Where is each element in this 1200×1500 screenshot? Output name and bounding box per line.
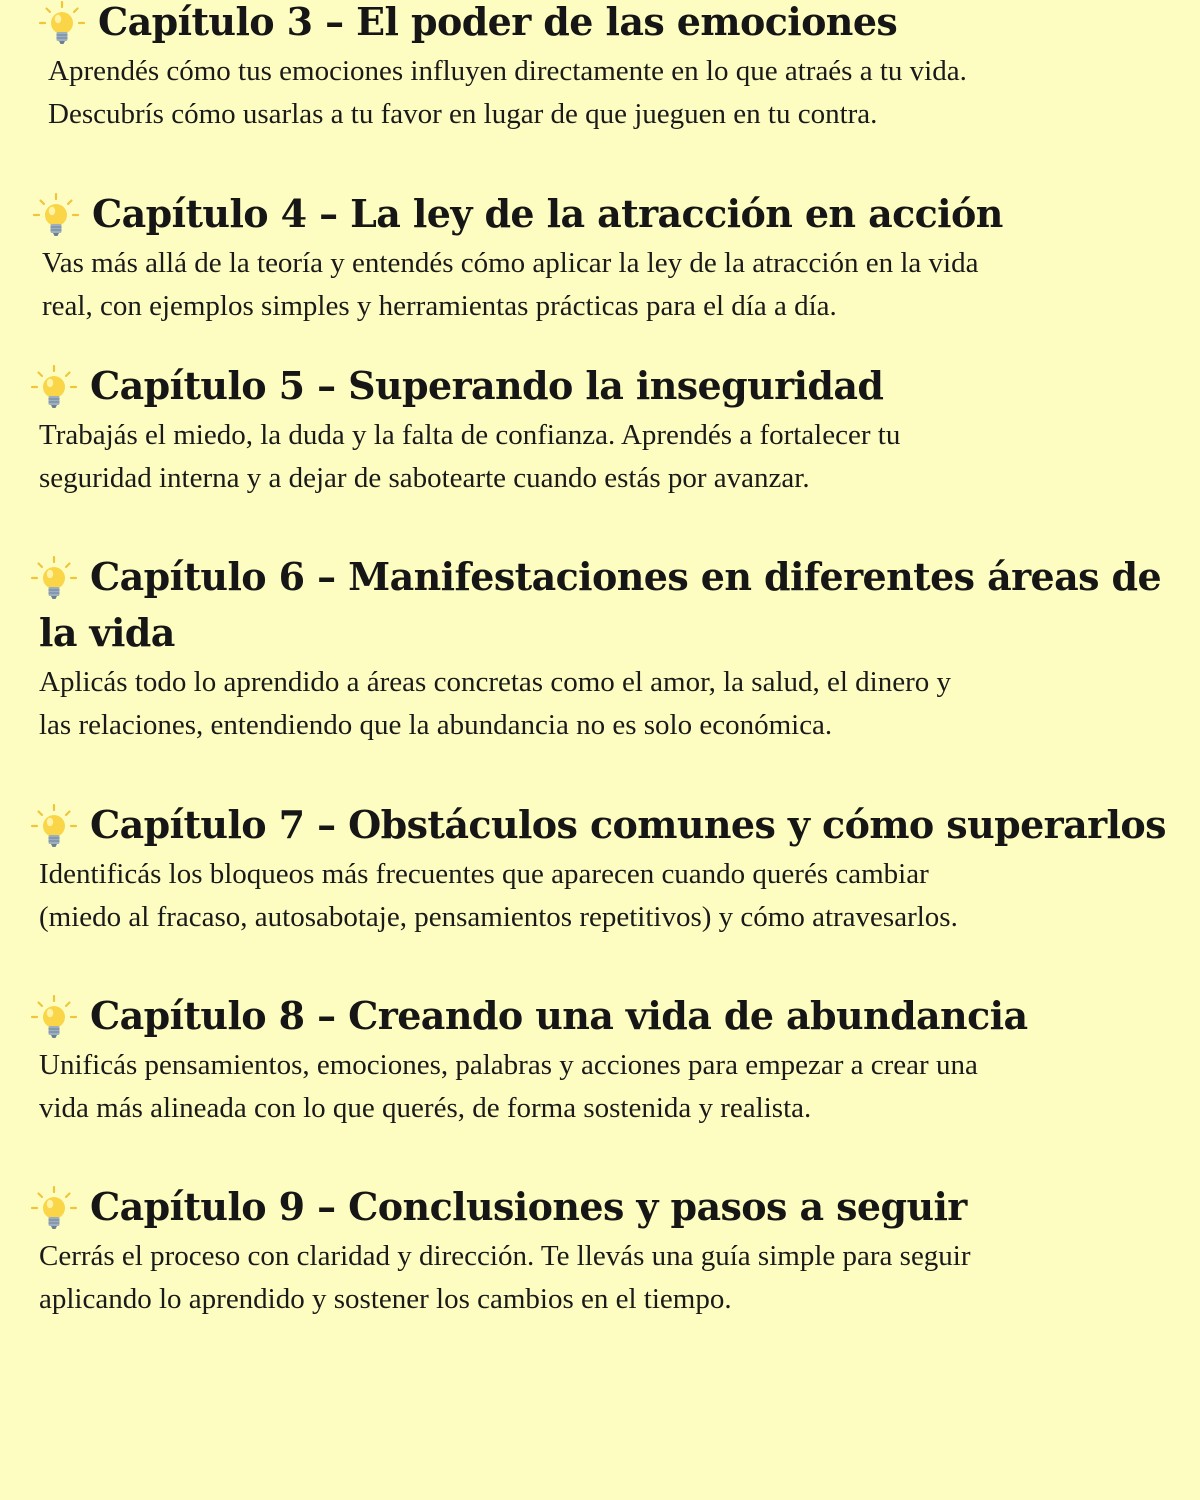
chapter-description — [0, 414, 1200, 500]
lightbulb-icon — [30, 364, 78, 412]
description-line: aplicando lo aprendido y sostener los cambios en el tiempo. — [39, 1283, 732, 1315]
chapter-description — [0, 1044, 1200, 1130]
chapter-title: Capítulo 6 – Manifestaciones en diferentes áreas de la vida — [39, 554, 1162, 655]
lightbulb-icon — [32, 192, 80, 240]
chapter-title: Capítulo 5 – Superando la inseguridad — [90, 363, 884, 408]
description-line: Descubrís cómo usarlas a tu favor en lugar de que jueguen en tu contra. — [48, 98, 878, 130]
chapter-3 — [0, 0, 1200, 136]
chapter-9 — [0, 1179, 1200, 1321]
lightbulb-icon — [30, 555, 78, 603]
chapter-title: Capítulo 7 – Obstáculos comunes y cómo superarlos — [90, 802, 1166, 847]
description-line: vida más alineada con lo que querés, de forma sostenida y realista. — [39, 1092, 812, 1124]
description-line: Cerrás el proceso con claridad y dirección. Te llevás una guía simple para seguir — [39, 1240, 971, 1272]
chapter-description — [0, 50, 1200, 136]
description-line: las relaciones, entendiendo que la abundancia no es solo económica. — [39, 709, 833, 741]
chapter-title: Capítulo 9 – Conclusiones y pasos a seguir — [90, 1184, 967, 1229]
lightbulb-icon — [38, 0, 86, 48]
chapter-heading — [0, 358, 1200, 414]
chapter-heading — [0, 549, 1179, 661]
chapter-7 — [0, 797, 1200, 939]
chapter-heading — [0, 797, 1200, 853]
chapter-4 — [0, 186, 1200, 328]
chapter-heading — [0, 186, 1200, 242]
description-line: Unificás pensamientos, emociones, palabras y acciones para empezar a crear una — [39, 1049, 978, 1081]
chapter-heading — [0, 988, 1200, 1044]
chapter-heading — [0, 0, 1200, 50]
chapter-description — [0, 661, 1200, 747]
description-line: real, con ejemplos simples y herramientas prácticas para el día a día. — [42, 290, 837, 322]
description-line: (miedo al fracaso, autosabotaje, pensamientos repetitivos) y cómo atravesarlos. — [39, 901, 958, 933]
description-line: Trabajás el miedo, la duda y la falta de confianza. Aprendés a fortalecer tu — [39, 419, 901, 451]
chapter-description — [0, 242, 1200, 328]
chapter-title: Capítulo 3 – El poder de las emociones — [98, 0, 898, 44]
description-line: Identificás los bloqueos más frecuentes que aparecen cuando querés cambiar — [39, 858, 929, 890]
chapter-description — [0, 853, 1200, 939]
lightbulb-icon — [30, 1185, 78, 1233]
chapter-title: Capítulo 8 – Creando una vida de abundancia — [90, 993, 1028, 1038]
description-line: Aplicás todo lo aprendido a áreas concretas como el amor, la salud, el dinero y — [39, 666, 952, 698]
chapter-8 — [0, 988, 1200, 1130]
chapter-title: Capítulo 4 – La ley de la atracción en acción — [92, 191, 1003, 236]
chapter-heading — [0, 1179, 1200, 1235]
description-line: Aprendés cómo tus emociones influyen directamente en lo que atraés a tu vida. — [48, 55, 967, 87]
chapter-description — [0, 1235, 1200, 1321]
description-line: seguridad interna y a dejar de sabotearte cuando estás por avanzar. — [39, 462, 810, 494]
description-line: Vas más allá de la teoría y entendés cómo aplicar la ley de la atracción en la vida — [42, 247, 979, 279]
chapter-5 — [0, 358, 1200, 500]
lightbulb-icon — [30, 803, 78, 851]
lightbulb-icon — [30, 994, 78, 1042]
chapter-6 — [0, 549, 1200, 747]
